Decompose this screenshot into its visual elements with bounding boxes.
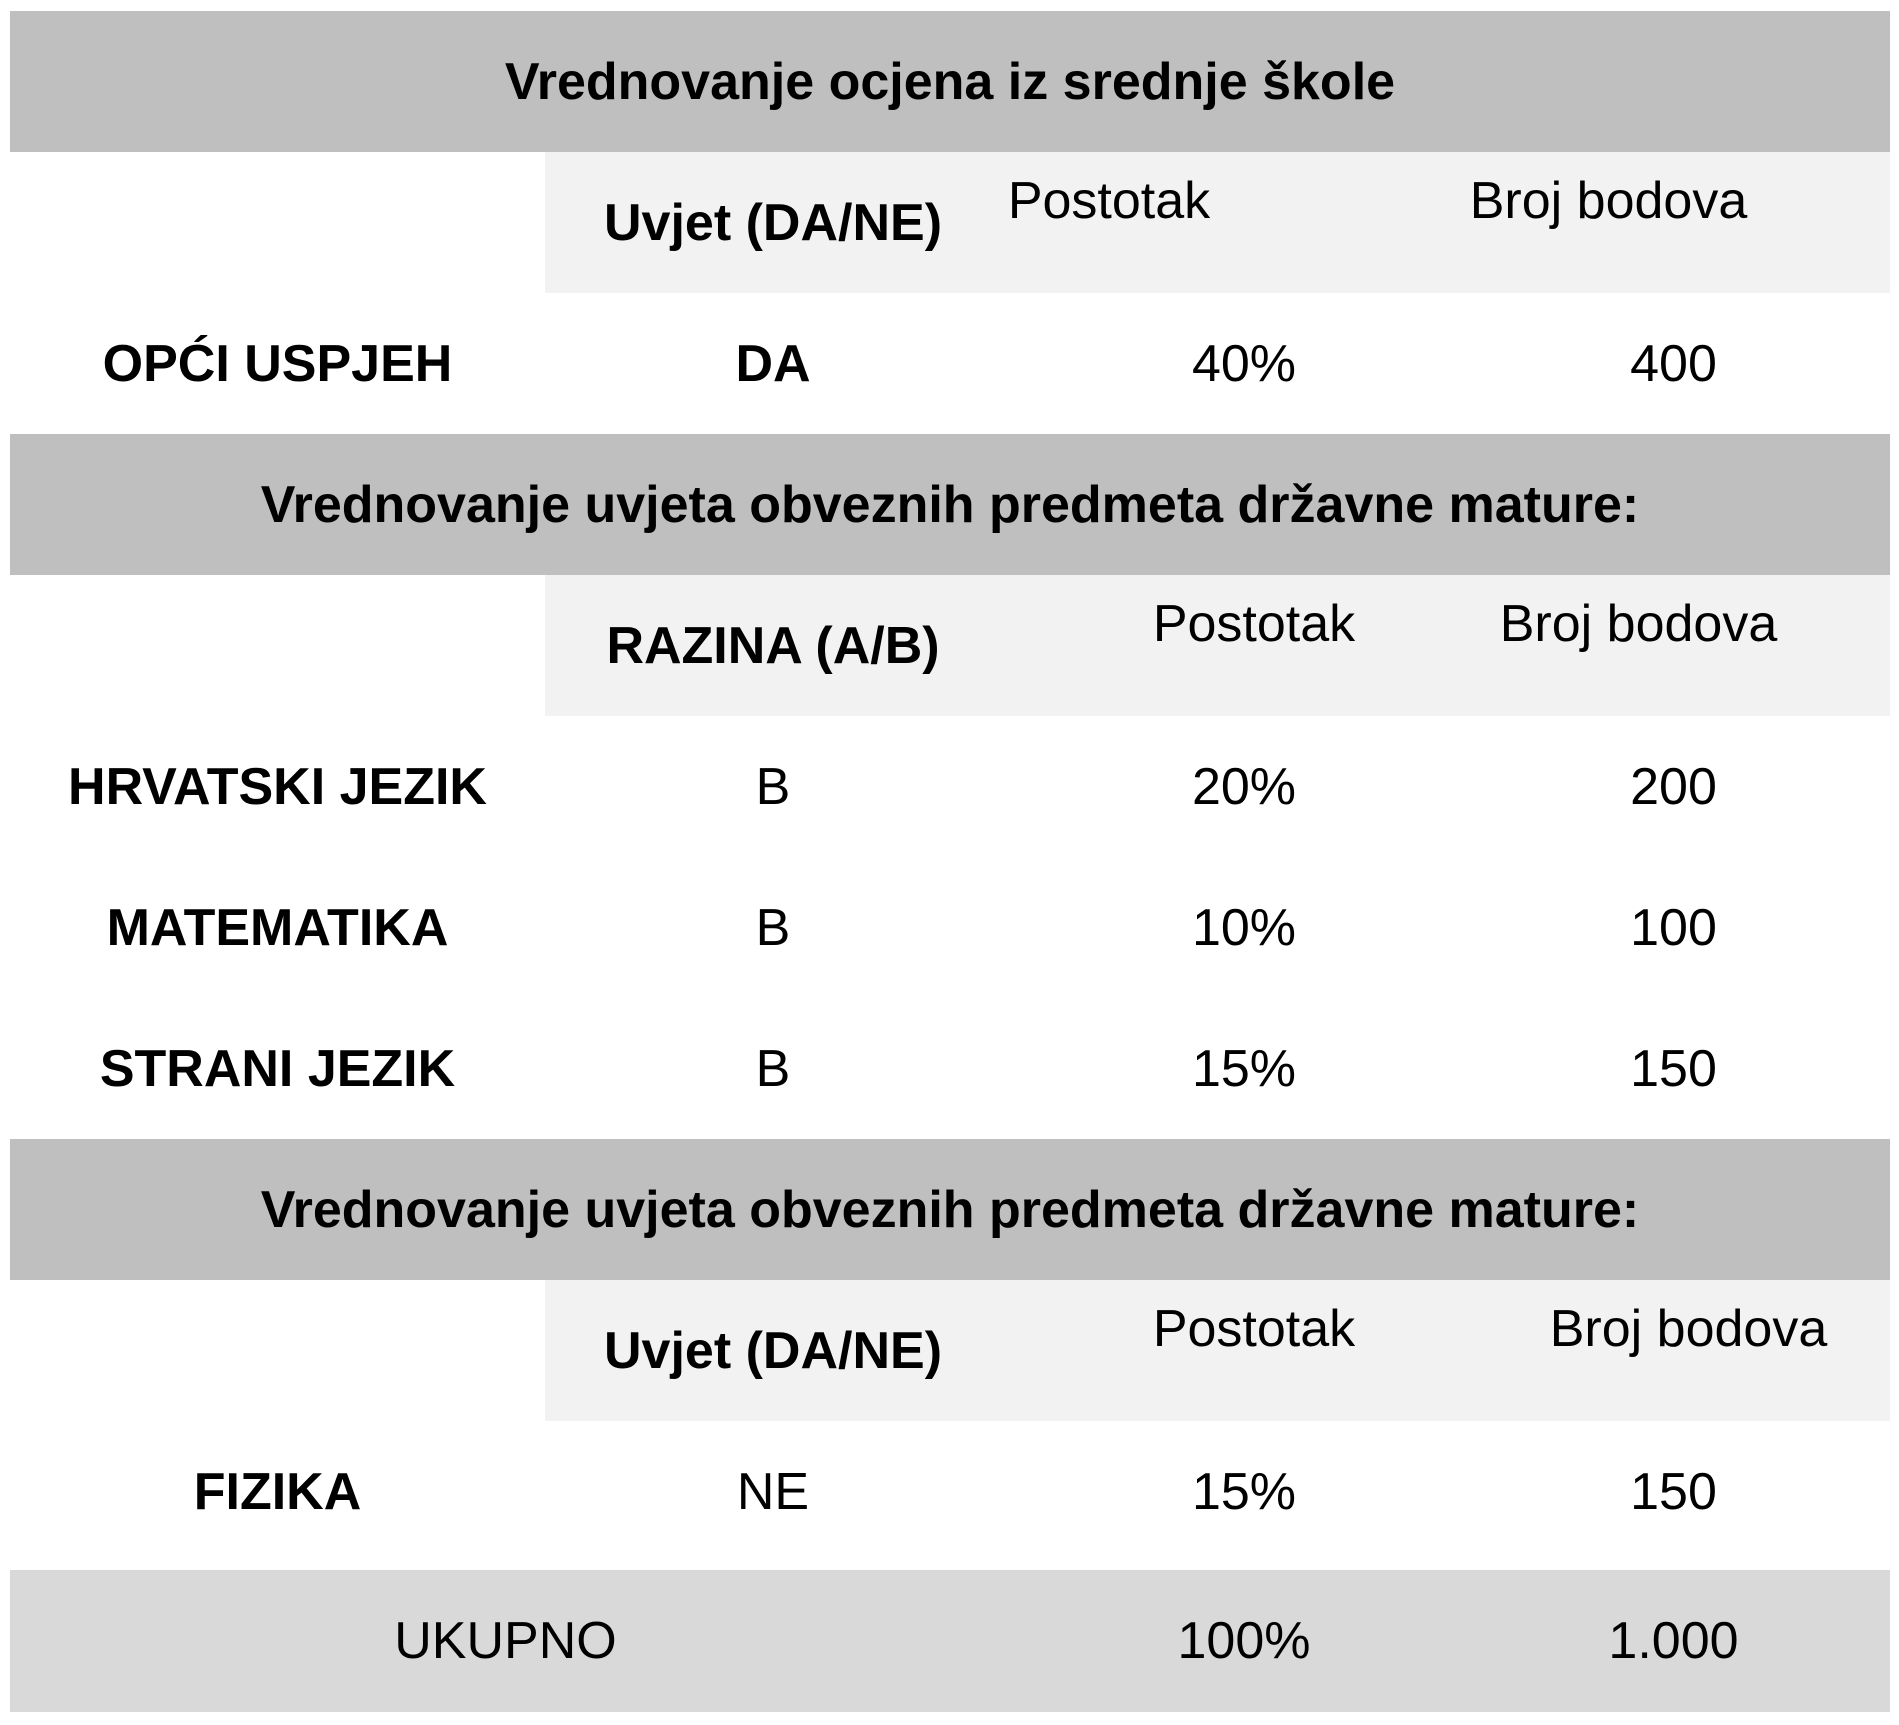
condition-value: NE bbox=[736, 1462, 810, 1521]
header-blank-cell bbox=[10, 575, 545, 716]
percent-value: 40% bbox=[1191, 334, 1297, 393]
column-header-broj-bodova-label: Broj bodova bbox=[1469, 171, 1748, 230]
percent-value: 10% bbox=[1191, 898, 1297, 957]
points-value: 150 bbox=[1630, 1462, 1717, 1521]
column-header-broj-bodova bbox=[1457, 575, 1890, 716]
row-label: MATEMATIKA bbox=[106, 898, 449, 957]
column-header-uvjet-label: Uvjet (DA/NE) bbox=[603, 193, 943, 252]
percent-value: 15% bbox=[1191, 1462, 1297, 1521]
column-header-postotak-label: Postotak bbox=[1152, 1299, 1356, 1358]
percent-value: 20% bbox=[1191, 757, 1297, 816]
column-header-uvjet bbox=[545, 1280, 1001, 1421]
column-header-razina bbox=[545, 575, 1001, 716]
section-title-srednja-skola: Vrednovanje ocjena iz srednje škole bbox=[10, 11, 1890, 152]
table-row-opci-uspjeh bbox=[10, 293, 1890, 434]
column-header-broj-bodova bbox=[1457, 152, 1890, 293]
table-row-hrvatski-jezik bbox=[10, 716, 1890, 857]
total-points: 1.000 bbox=[1608, 1612, 1739, 1670]
percent-value: 15% bbox=[1191, 1039, 1297, 1098]
total-row bbox=[10, 1570, 1890, 1712]
header-row-section-1 bbox=[10, 152, 1890, 293]
column-header-broj-bodova-label: Broj bodova bbox=[1499, 594, 1778, 653]
spacer bbox=[10, 1562, 1890, 1570]
condition-value: DA bbox=[735, 334, 811, 393]
column-header-postotak bbox=[1001, 1280, 1457, 1421]
section-title-obvezni-predmeti: Vrednovanje uvjeta obveznih predmeta državne mature: bbox=[10, 434, 1890, 575]
row-label: FIZIKA bbox=[193, 1462, 362, 1521]
total-percent: 100% bbox=[1177, 1612, 1311, 1670]
level-value: B bbox=[755, 757, 791, 816]
column-header-uvjet bbox=[545, 152, 1001, 293]
section-title-dodatni-predmeti: Vrednovanje uvjeta obveznih predmeta državne mature: bbox=[10, 1139, 1890, 1280]
header-row-section-2 bbox=[10, 575, 1890, 716]
row-label: OPĆI USPJEH bbox=[102, 334, 453, 393]
column-header-postotak bbox=[1001, 575, 1457, 716]
column-header-uvjet-label: Uvjet (DA/NE) bbox=[603, 1321, 943, 1380]
table-row-matematika bbox=[10, 857, 1890, 998]
points-value: 400 bbox=[1630, 334, 1717, 393]
level-value: B bbox=[755, 1039, 791, 1098]
column-header-postotak-label: Postotak bbox=[1152, 594, 1356, 653]
column-header-postotak-label: Postotak bbox=[1007, 171, 1211, 230]
header-blank-cell bbox=[10, 1280, 545, 1421]
row-label: HRVATSKI JEZIK bbox=[68, 757, 487, 816]
header-row-section-3 bbox=[10, 1280, 1890, 1421]
column-header-broj-bodova bbox=[1457, 1280, 1890, 1421]
total-label: UKUPNO bbox=[394, 1612, 617, 1670]
points-value: 100 bbox=[1630, 898, 1717, 957]
column-header-broj-bodova-label: Broj bodova bbox=[1549, 1299, 1828, 1358]
table-row-strani-jezik bbox=[10, 998, 1890, 1139]
level-value: B bbox=[755, 898, 791, 957]
table-row-fizika bbox=[10, 1421, 1890, 1562]
points-value: 200 bbox=[1630, 757, 1717, 816]
header-blank-cell bbox=[10, 152, 545, 293]
row-label: STRANI JEZIK bbox=[99, 1039, 456, 1098]
column-header-postotak bbox=[1001, 152, 1457, 293]
column-header-razina-label: RAZINA (A/B) bbox=[606, 616, 940, 675]
points-value: 150 bbox=[1630, 1039, 1717, 1098]
